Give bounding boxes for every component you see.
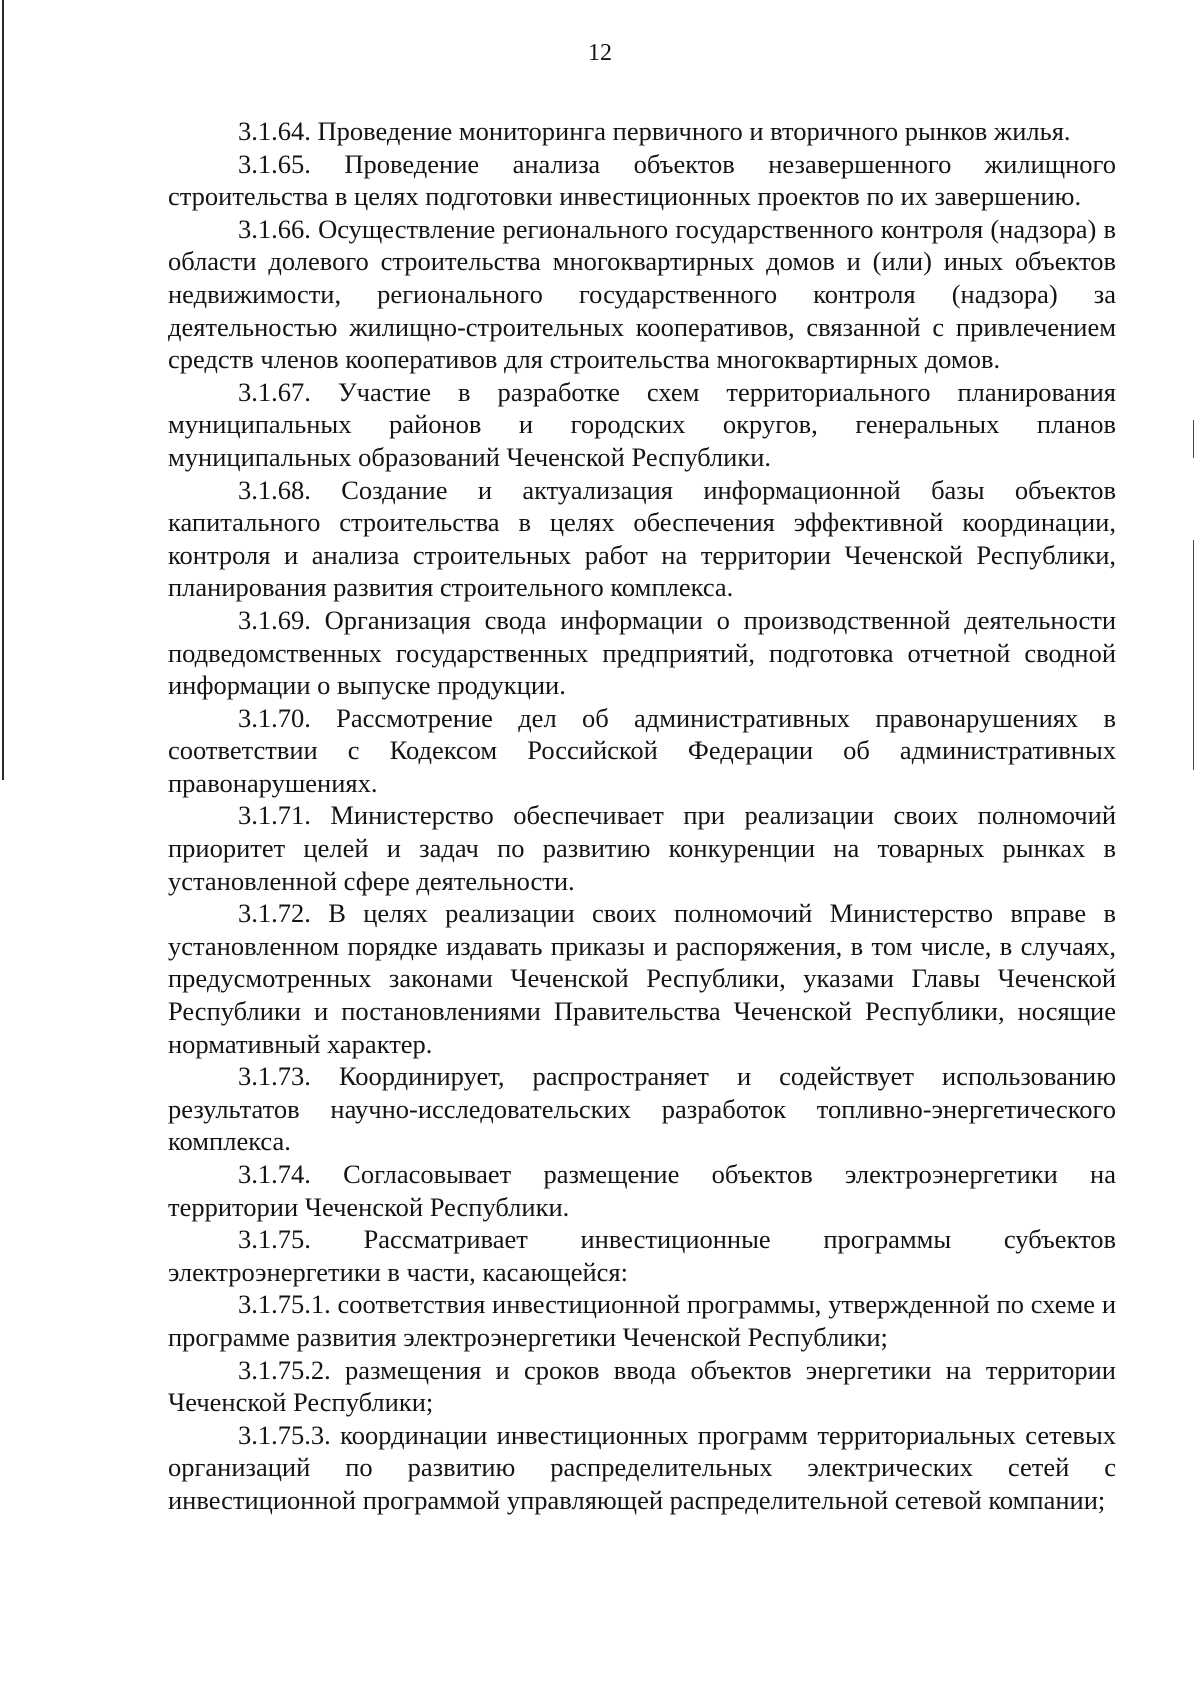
paragraph: 3.1.74. Согласовывает размещение объектов электроэнергетики на территории Чеченской Республики. bbox=[168, 1159, 1116, 1222]
paragraph: 3.1.75.1. соответствия инвестиционной программы, утвержденной по схеме и программе развития электроэнергетики Чеченской Республики; bbox=[168, 1289, 1116, 1352]
scan-mark-right bbox=[1193, 420, 1194, 458]
paragraph: 3.1.65. Проведение анализа объектов незавершенного жилищного строительства в целях подготовки инвестиционных проектов по их завершению. bbox=[168, 148, 1116, 212]
paragraph: 3.1.69. Организация свода информации о производственной деятельности подведомственных государственных предприятий, подготовка отчетной сводной информации о выпуске продукции. bbox=[168, 604, 1116, 701]
paragraph: 3.1.75. Рассматривает инвестиционные программы субъектов электроэнергетики в части, касающейся: bbox=[168, 1224, 1116, 1287]
paragraph: 3.1.68. Создание и актуализация информационной базы объектов капитального строительства в целях обеспечения эффективной координации, контроля и анализа строительных работ на территории Чеченской Республики, планирования развития строительного комплекса. bbox=[168, 474, 1116, 603]
paragraph: 3.1.75.3. координации инвестиционных программ территориальных сетевых организаций по развитию распределительных электрических сетей с инвестиционной программой управляющей распределительной сетевой компании; bbox=[168, 1419, 1116, 1515]
paragraph: 3.1.75.2. размещения и сроков ввода объектов энергетики на территории Чеченской Республики; bbox=[168, 1354, 1116, 1418]
paragraph: 3.1.67. Участие в разработке схем территориального планирования муниципальных районов и городских округов, генеральных планов муниципальных образований Чеченской Республики. bbox=[168, 376, 1116, 472]
paragraph: 3.1.64. Проведение мониторинга первичного и вторичного рынков жилья. bbox=[238, 116, 1071, 146]
paragraph: 3.1.73. Координирует, распространяет и содействует использованию результатов научно-исследовательских разработок топливно-энергетического комплекса. bbox=[168, 1061, 1116, 1157]
paragraph: 3.1.70. Рассмотрение дел об административных правонарушениях в соответствии с Кодексом Российской Федерации об административных правонарушениях. bbox=[168, 702, 1116, 798]
paragraph: 3.1.72. В целях реализации своих полномочий Министерство вправе в установленном порядке издавать приказы и распоряжения, в том числе, в случаях, предусмотренных законами Чеченской Республики, указами Главы Чеченской Республики и постановлениями Правительства Чеченской Республики, носящие нормативный характер. bbox=[168, 898, 1116, 1059]
scan-edge-left bbox=[2, 0, 4, 780]
paragraph: 3.1.71. Министерство обеспечивает при реализации своих полномочий приоритет целей и задач по развитию конкуренции на товарных рынках в установленной сфере деятельности. bbox=[168, 800, 1116, 896]
document-body bbox=[168, 115, 1116, 1517]
page-number: 12 bbox=[588, 40, 612, 66]
scan-mark-right bbox=[1193, 540, 1194, 770]
paragraph: 3.1.66. Осуществление регионального государственного контроля (надзора) в области долевого строительства многоквартирных домов и (или) иных объектов недвижимости, регионального государственного контроля (надзора) за деятельностью жилищно-строительных кооперативов, связанной с привлечением средств членов кооперативов для строительства многоквартирных домов. bbox=[168, 213, 1116, 375]
